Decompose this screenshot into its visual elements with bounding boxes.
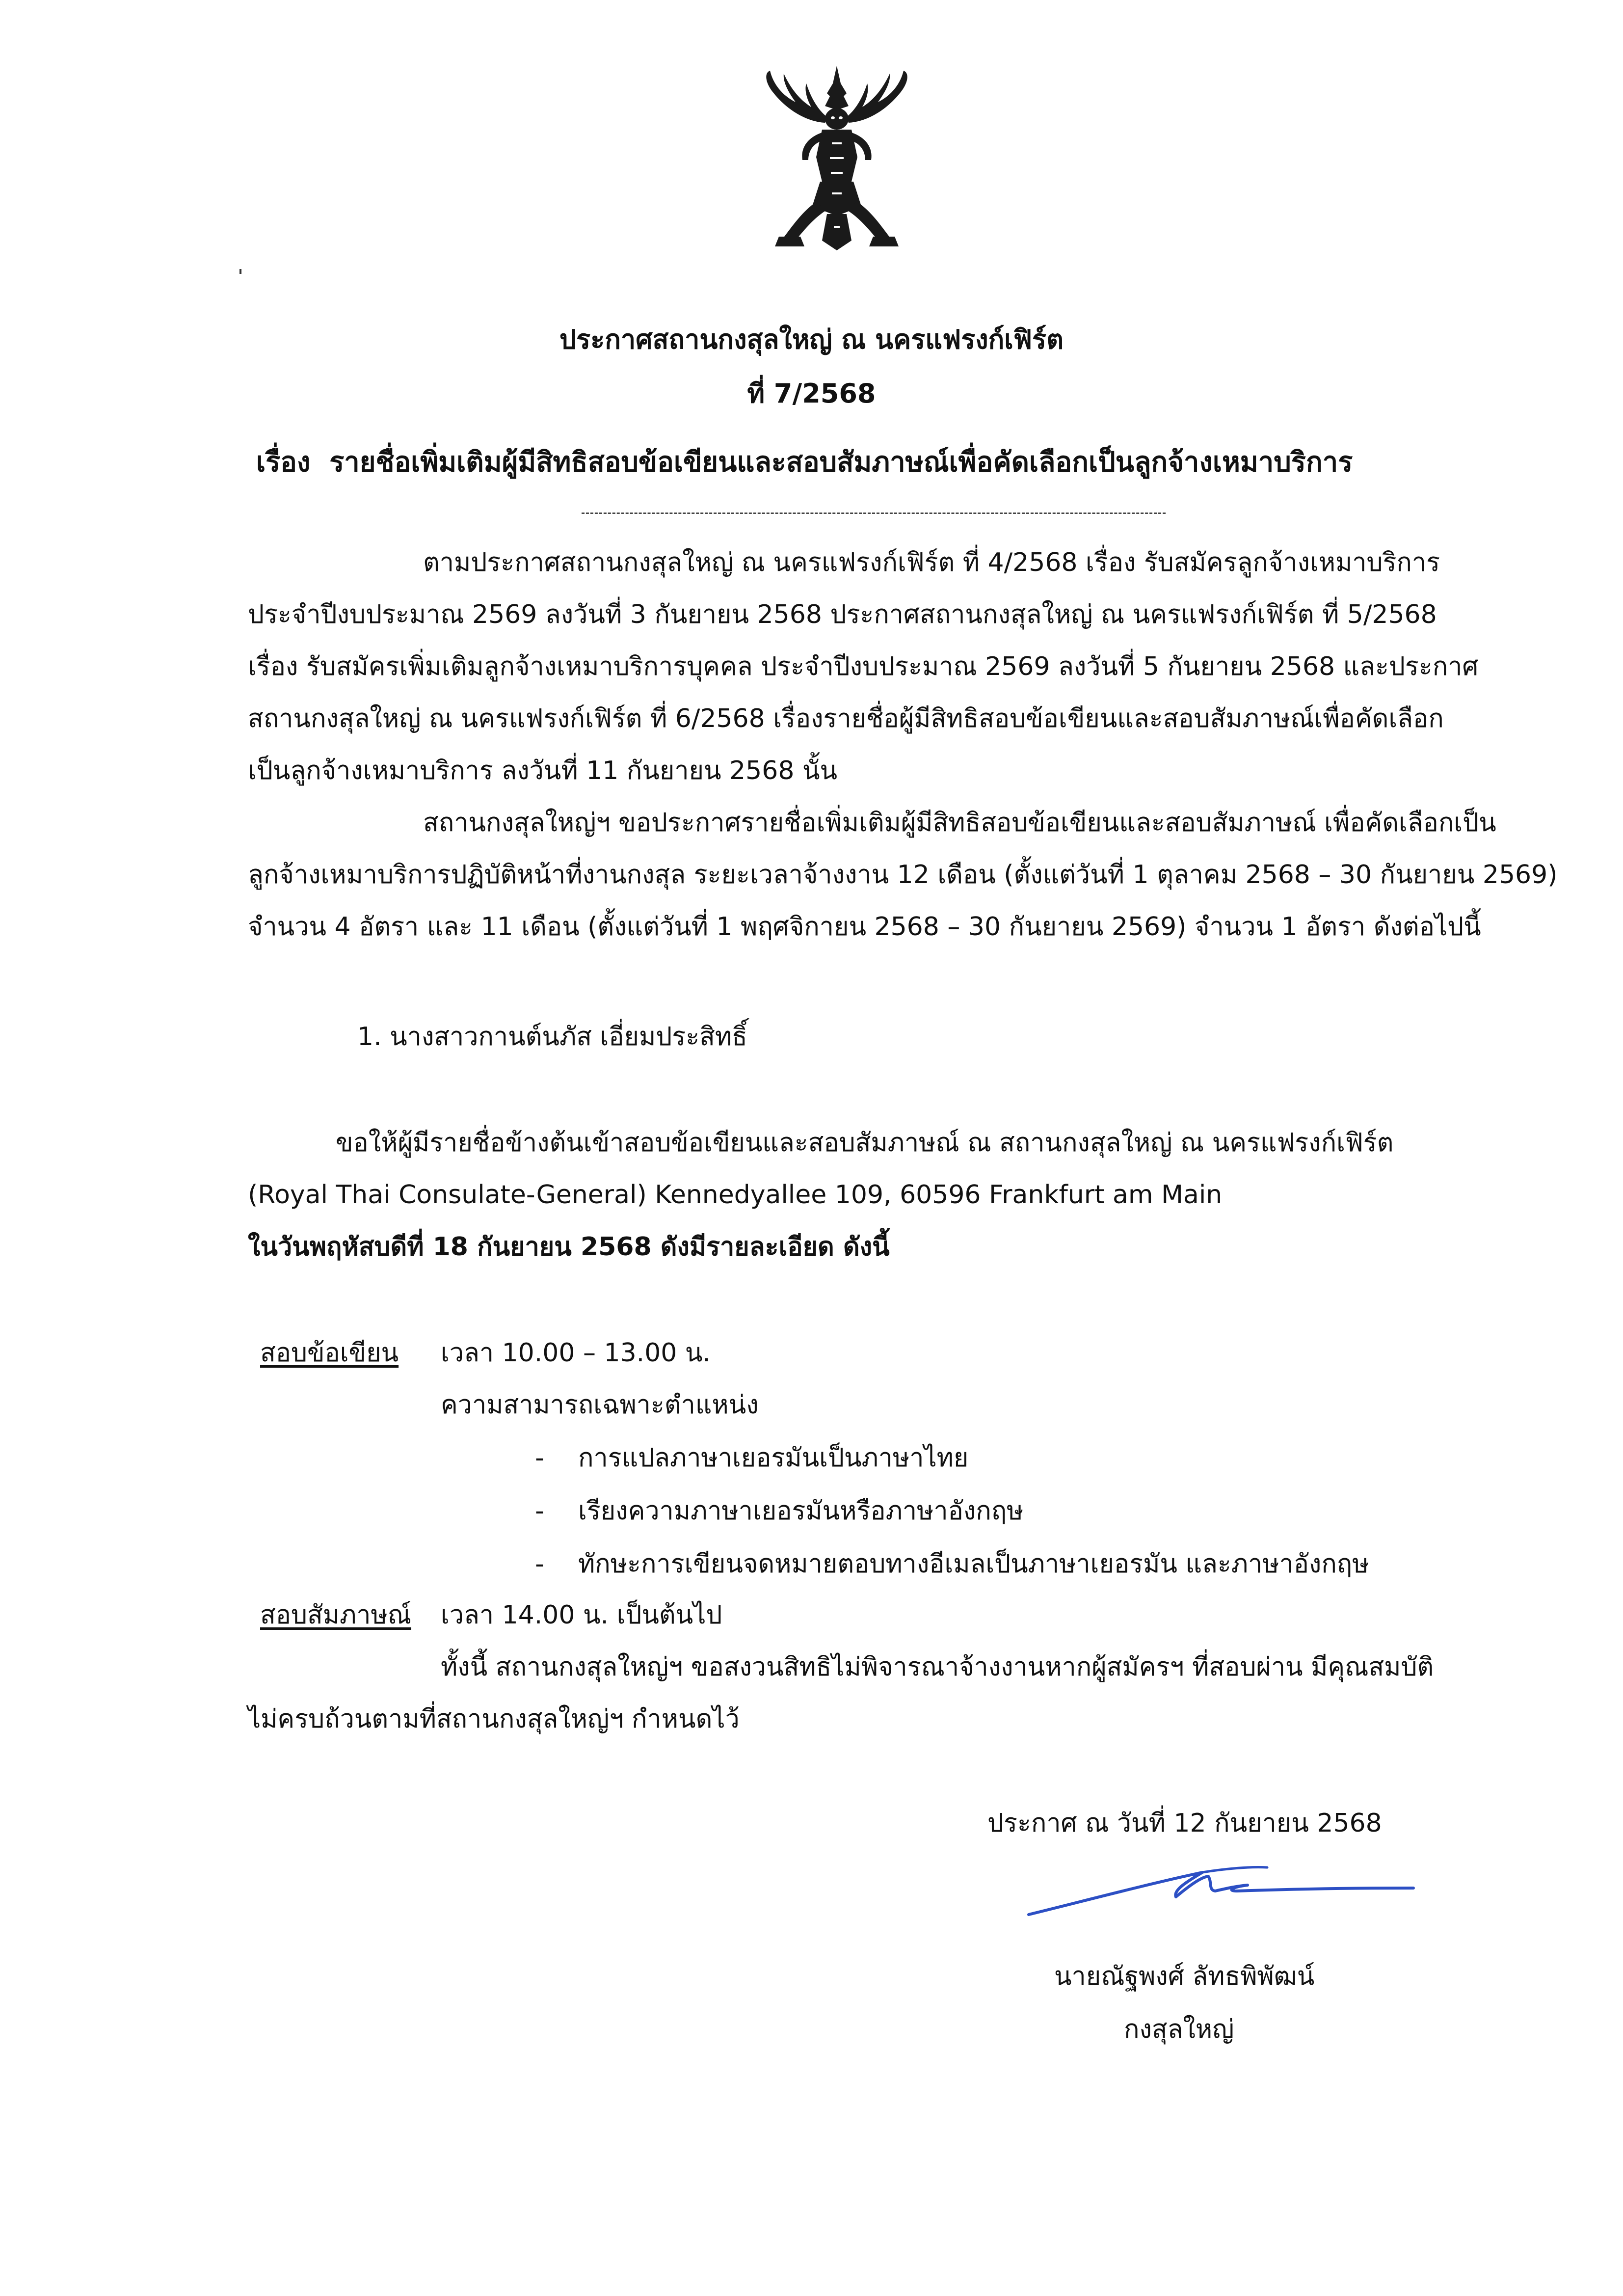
para4-line: ทั้งนี้ สถานกงสุลใหญ่ฯ ขอสงวนสิทธิไม่พิจารณาจ้างงานหากผู้สมัครฯ ที่สอบผ่าน มีคุณสมบัติ (441, 1652, 1434, 1682)
written-exam-time: เวลา 10.00 – 13.00 น. (441, 1338, 711, 1368)
bullet-dash: - (535, 1549, 544, 1579)
interview-time: เวลา 14.00 น. เป็นต้นไป (441, 1600, 722, 1630)
bullet-dash: - (535, 1443, 544, 1473)
candidate-list-item: 1. นางสาวกานต์นภัส เอี่ยมประสิทธิ์ (357, 1022, 747, 1052)
bullet-dash: - (535, 1496, 544, 1526)
scan-mark (239, 269, 241, 274)
signer-title: กงสุลใหญ่ (1124, 2015, 1234, 2044)
announcement-number: ที่ 7/2568 (747, 378, 876, 409)
announcement-title: ประกาศสถานกงสุลใหญ่ ณ นครแฟรงก์เฟิร์ต (559, 324, 1064, 355)
interview-label: สอบสัมภาษณ์ (260, 1600, 411, 1630)
para4-line: ไม่ครบถ้วนตามที่สถานกงสุลใหญ่ฯ กำหนดไว้ (248, 1704, 740, 1734)
subject-text: รายชื่อเพิ่มเติมผู้มีสิทธิสอบข้อเขียนและสอบสัมภาษณ์เพื่อคัดเลือกเป็นลูกจ้างเหมาบริการ (329, 446, 1353, 478)
para3-line: ในวันพฤหัสบดีที่ 18 กันยายน 2568 ดังมีรายละเอียด ดังนี้ (248, 1232, 890, 1262)
written-exam-item: การแปลภาษาเยอรมันเป็นภาษาไทย (578, 1443, 969, 1473)
garuda-emblem-icon (753, 64, 920, 255)
written-exam-description: ความสามารถเฉพาะตำแหน่ง (441, 1390, 759, 1420)
para1-line: ตามประกาศสถานกงสุลใหญ่ ณ นครแฟรงก์เฟิร์ต ที่ 4/2568 เรื่อง รับสมัครลูกจ้างเหมาบริการ (423, 548, 1440, 577)
para2-line: จำนวน 4 อัตรา และ 11 เดือน (ตั้งแต่วันที่ 1 พฤศจิกายน 2568 – 30 กันยายน 2569) จำนวน 1 อัตรา ดังต่อไปนี้ (248, 912, 1481, 942)
para3-line: (Royal Thai Consulate-General) Kennedyallee 109, 60596 Frankfurt am Main (248, 1180, 1223, 1210)
para2-line: ลูกจ้างเหมาบริการปฏิบัติหน้าที่งานกงสุล ระยะเวลาจ้างงาน 12 เดือน (ตั้งแต่วันที่ 1 ตุลาคม 2568 – 30 กันยายน 2569) (248, 860, 1558, 890)
para3-line: ขอให้ผู้มีรายชื่อข้างต้นเข้าสอบข้อเขียนและสอบสัมภาษณ์ ณ สถานกงสุลใหญ่ ณ นครแฟรงก์เฟิร์ต (336, 1128, 1394, 1158)
dashed-divider (582, 513, 1166, 514)
announcement-date: ประกาศ ณ วันที่ 12 กันยายน 2568 (987, 1809, 1382, 1838)
para1-line: เป็นลูกจ้างเหมาบริการ ลงวันที่ 11 กันยายน 2568 นั้น (248, 756, 838, 785)
subject-line (256, 440, 1353, 484)
para1-line: เรื่อง รับสมัครเพิ่มเติมลูกจ้างเหมาบริการบุคคล ประจำปีงบประมาณ 2569 ลงวันที่ 5 กันยายน 2568 และประกาศ (248, 652, 1479, 681)
para1-line: สถานกงสุลใหญ่ ณ นครแฟรงก์เฟิร์ต ที่ 6/2568 เรื่องรายชื่อผู้มีสิทธิสอบข้อเขียนและสอบสัมภาษณ์เพื่อคัดเลือก (248, 704, 1444, 733)
written-exam-label: สอบข้อเขียน (260, 1338, 399, 1368)
para2-line: สถานกงสุลใหญ่ฯ ขอประกาศรายชื่อเพิ่มเติมผู้มีสิทธิสอบข้อเขียนและสอบสัมภาษณ์ เพื่อคัดเลือกเป็น (423, 808, 1496, 837)
written-exam-item: ทักษะการเขียนจดหมายตอบทางอีเมลเป็นภาษาเยอรมัน และภาษาอังกฤษ (578, 1549, 1369, 1579)
handwritten-signature (1026, 1856, 1418, 1924)
subject-label: เรื่อง (256, 446, 311, 478)
para1-line: ประจำปีงบประมาณ 2569 ลงวันที่ 3 กันยายน 2568 ประกาศสถานกงสุลใหญ่ ณ นครแฟรงก์เฟิร์ต ที่ 5/2568 (248, 600, 1437, 629)
written-exam-item: เรียงความภาษาเยอรมันหรือภาษาอังกฤษ (578, 1496, 1024, 1526)
signer-name: นายณัฐพงศ์ ลัทธพิพัฒน์ (1054, 1962, 1315, 1991)
